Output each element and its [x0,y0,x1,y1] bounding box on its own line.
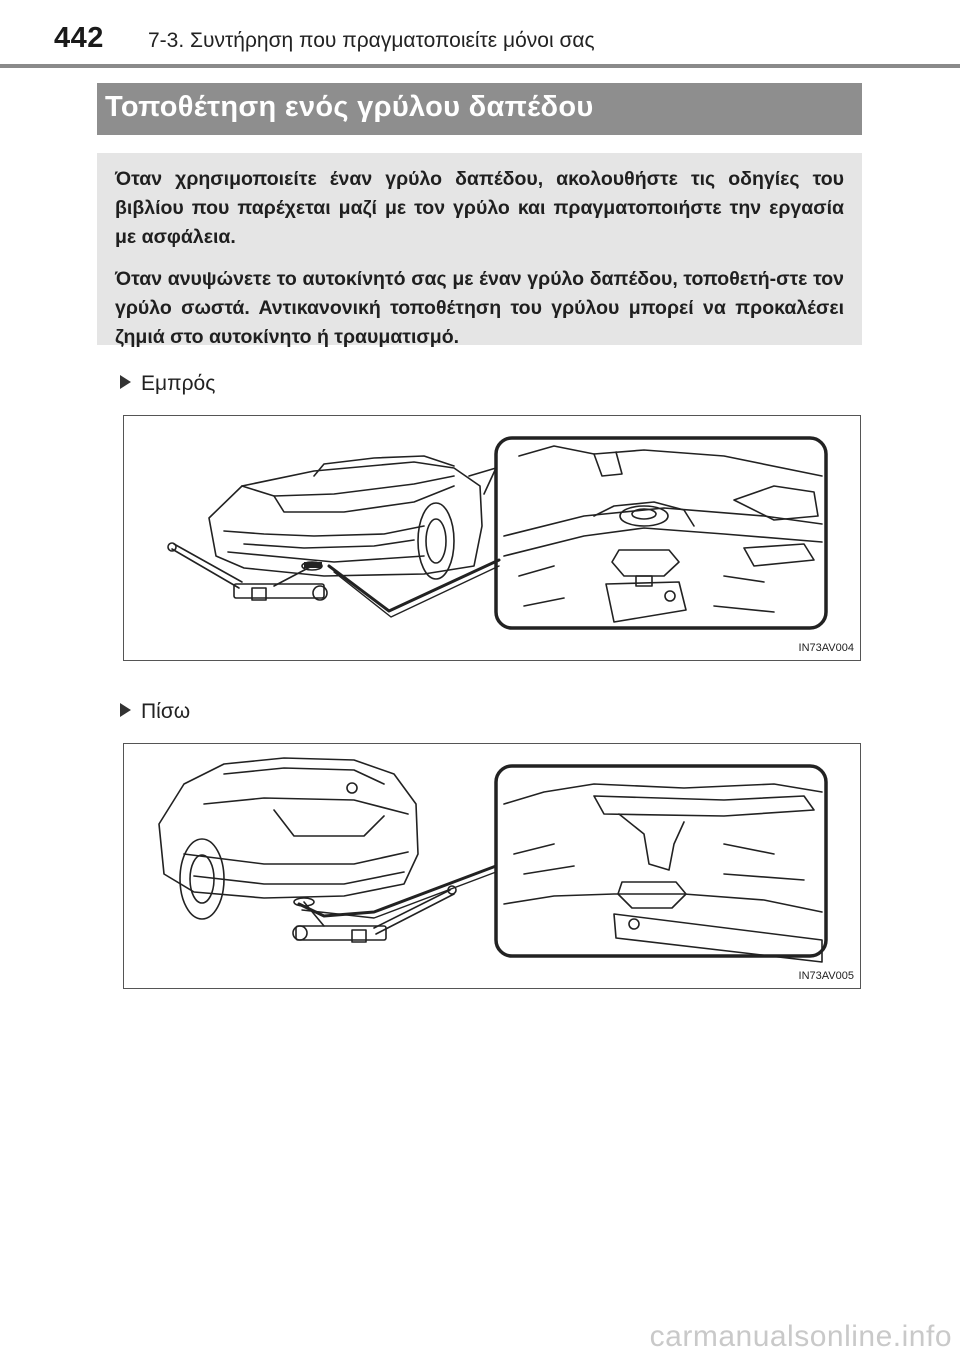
header-title: 7-3. Συντήρηση που πραγματοποιείτε μόνοι σας [148,29,595,52]
watermark: carmanualsonline.info [649,1320,952,1353]
note-paragraph-1: Όταν χρησιμοποιείτε έναν γρύλο δαπέδου, ακολουθήστε τις οδηγίες του βιβλίου που παρέχεται μαζί με τον γρύλο και πραγματοποιήστε την εργασία με ασφάλεια. [115,168,844,248]
sub-heading-front [120,372,215,396]
figure-front-code: IN73AV004 [798,642,854,654]
front-jack-illustration [124,416,860,660]
section-title: Τοποθέτηση ενός γρύλου δαπέδου [105,91,594,123]
caution-note-box [97,153,862,348]
rear-jack-illustration [124,744,860,988]
header-rule [0,64,960,68]
figure-rear-code: IN73AV005 [798,970,854,982]
sub-heading-rear [120,700,190,724]
arrow-right-icon [120,375,131,389]
figure-front [123,415,861,661]
arrow-right-icon [120,703,131,717]
note-paragraph-2: Όταν ανυψώνετε το αυτοκίνητό σας με έναν γρύλο δαπέδου, τοποθετή-στε τον γρύλο σωστά. Αντικανονική τοποθέτηση του γρύλου μπορεί να προκαλέσει ζημιά στο αυτοκίνητο ή τραυματισμό. [115,268,844,348]
section-title-bar [97,83,862,135]
sub-heading-front-label: Εμπρός [141,372,216,395]
figure-rear [123,743,861,989]
page-number: 442 [54,22,104,54]
sub-heading-rear-label: Πίσω [141,700,191,723]
